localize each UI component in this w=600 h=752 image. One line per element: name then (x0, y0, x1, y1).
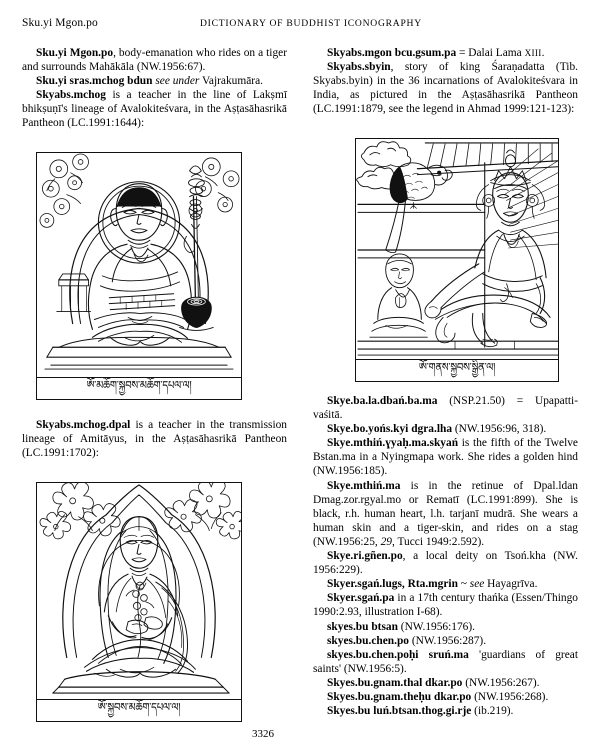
entry-headword: Sku.yi sras.mchog bdun (36, 75, 153, 88)
entry-body-text: is in the retinue of Dpal.ldan Dmag.zor.rgyal.mo or Rematī (LC.1991:899). She is black, r.h. human heart, l.h. tarjanī mudrā. She wears a human skin and a tiger-skin, and rides on a stag (NW.1956:25, (313, 479, 578, 548)
entry-body-text: Hayagrīva. (484, 578, 538, 591)
dictionary-entry (313, 704, 578, 718)
entry-body-text: is the fifth of the Twelve Bstan.ma in a Nyingmapa work. She rides a golden hind (NW.1956:185). (313, 437, 578, 478)
entry-headword: Skyes.bu luń.btsan.thog.gi.rje (327, 705, 472, 718)
entry-body-text: XIII (524, 48, 542, 58)
entry-body-text: , Tucci 1949:2.592). (392, 535, 485, 548)
entry-headword: skyes.bu btsan (327, 620, 398, 633)
entry-body-text: is a teacher in the line of Lakṣmī bhikṣuṇī's lineage of Avalokiteśvara, in the Aṣṭasāhasrikā Pantheon (LC.1991:1644): (22, 89, 287, 130)
entry-headword: Skye.bo.yońs.kyi dgra.lha (327, 423, 453, 436)
dictionary-entry (313, 620, 578, 634)
dictionary-entry (313, 46, 578, 60)
entry-headword: Skye.ba.la.dbań.ba.ma (327, 395, 438, 407)
tibetan-caption-text: ༀ་གནས་སྐྱབས་སྒྱིན་ལ། (418, 361, 496, 374)
entry-body-text: ~ (457, 578, 470, 591)
entry-body-text: (NW.1956:96, 318). (452, 423, 547, 436)
right-column-text-block-1 (313, 46, 578, 116)
dictionary-entry (313, 479, 578, 549)
figure-skyabs-mchog-caption (37, 377, 241, 399)
entry-headword: Sku.yi Mgon.po (36, 47, 114, 59)
entry-headword: Skye.ri.gñen.po (327, 550, 403, 563)
entry-body-text: = Dalai Lama (456, 47, 525, 59)
figure-skyabs-sbyin-caption (356, 359, 558, 381)
left-column-text-block-2 (22, 418, 287, 460)
entry-body-text: in a 17th century thańka (Essen/Thingo 1990:2.93, illustration I-68). (313, 592, 578, 619)
entry-headword: Skyes.bu.gnam.thal dkar.po (327, 676, 463, 689)
running-head-left: Sku.yi Mgon.po (22, 17, 98, 29)
dictionary-entry (313, 436, 578, 478)
entry-body-text: 29 (380, 535, 392, 548)
figure-skyabs-mchog-dpal (36, 482, 242, 722)
dictionary-entry (313, 648, 578, 676)
entry-body-text: , a local deity on Tsoń.kha (NW. 1956:229). (313, 550, 578, 577)
dictionary-entry (22, 74, 287, 88)
dictionary-entry (313, 690, 578, 704)
entry-body-text: (NW.1956:267). (462, 676, 540, 689)
entry-body-text: (NW.1956:268). (471, 690, 549, 703)
figure-skyabs-mchog (36, 152, 242, 400)
figure-skyabs-sbyin (355, 138, 559, 382)
running-head-center: DICTIONARY OF BUDDHIST ICONOGRAPHY (200, 18, 422, 29)
dictionary-entry (22, 46, 287, 74)
entry-headword: Skyabs.mchog (36, 89, 106, 102)
entry-headword: Skyer.sgań.lugs, Rta.mgrin (327, 578, 458, 591)
left-column-text-block-1 (22, 46, 287, 131)
tibetan-caption-text: ༀ་སྐྱབས་མཆོག་དཔལ་ལ། (97, 701, 181, 714)
figure-skyabs-mchog-dpal-drawing (37, 483, 241, 699)
entry-body-text: , body-emanation who rides on a tiger and surrounds Mahākāla (NW.1956:67). (22, 47, 288, 74)
dictionary-entry (313, 60, 578, 116)
dictionary-entry (313, 591, 578, 619)
entry-body-text: (NW.1956:287). (408, 634, 487, 647)
dictionary-entry (313, 676, 578, 690)
dictionary-entry (313, 422, 578, 436)
entry-headword: Skyabs.mgon bcu.gsum.pa (327, 47, 457, 59)
entry-body-text: 'guardians of great saints' (NW.1956:5). (313, 648, 578, 675)
entry-body-text: is a teacher in the transmission lineage of Amitāyus, in the Aṣṭasāhasrikā Pantheon (LC.1991:1702): (22, 419, 287, 460)
dictionary-entry (22, 88, 287, 130)
entry-body-text: see under (155, 75, 200, 88)
right-column-text-block-2 (313, 394, 578, 718)
entry-headword: skyes.bu.chen.po (327, 634, 409, 647)
entry-headword: Skyer.sgań.pa (327, 592, 395, 605)
dictionary-entry (313, 577, 578, 591)
dictionary-entry (22, 418, 287, 460)
entry-headword: skyes.bu.chen.poḥi sruń.ma (327, 648, 469, 661)
entry-body-text: . (541, 47, 545, 59)
entry-body-text: Vajrakumāra. (199, 75, 263, 88)
entry-headword: Skyabs.sbyin (327, 61, 391, 74)
entry-body-text: (ib.219). (471, 705, 514, 718)
dictionary-entry (313, 394, 578, 422)
entry-headword: Skye.mthiń.ma (327, 479, 401, 492)
running-head (22, 17, 578, 33)
entry-body-text: (NW.1956:176). (397, 620, 476, 633)
figure-skyabs-sbyin-drawing (356, 139, 558, 359)
entry-body-text: see (469, 578, 485, 591)
figure-skyabs-mchog-dpal-caption (37, 699, 241, 721)
entry-body-text: (NSP.21.50) = Upapatti-vaśitā. (313, 395, 578, 422)
figure-skyabs-mchog-drawing (37, 153, 241, 377)
dictionary-entry (313, 634, 578, 648)
folio-page-number: 3326 (252, 728, 274, 740)
entry-headword: Skyabs.mchog.dpal (36, 419, 131, 431)
dictionary-entry (313, 549, 578, 577)
entry-headword: Skye.mthiń.ɣyaḥ.ma.skyań (327, 437, 459, 450)
entry-body-text: , story of king Śaraṇadatta (Tib. Skyabs.byin) in the 36 incarnations of Avalokiteśvara in India, as pictured in the Aṣṭasāhasrikā Pantheon (LC.1991:1879, see the legend in Ahmad 1999:121-123): (313, 61, 578, 116)
entry-headword: Skyes.bu.gnam.theḥu dkar.po (327, 690, 472, 703)
tibetan-caption-text: ༀ་མཆོག་སྐྱབས་མཆོག་དཔལ་ལ། (86, 379, 192, 392)
